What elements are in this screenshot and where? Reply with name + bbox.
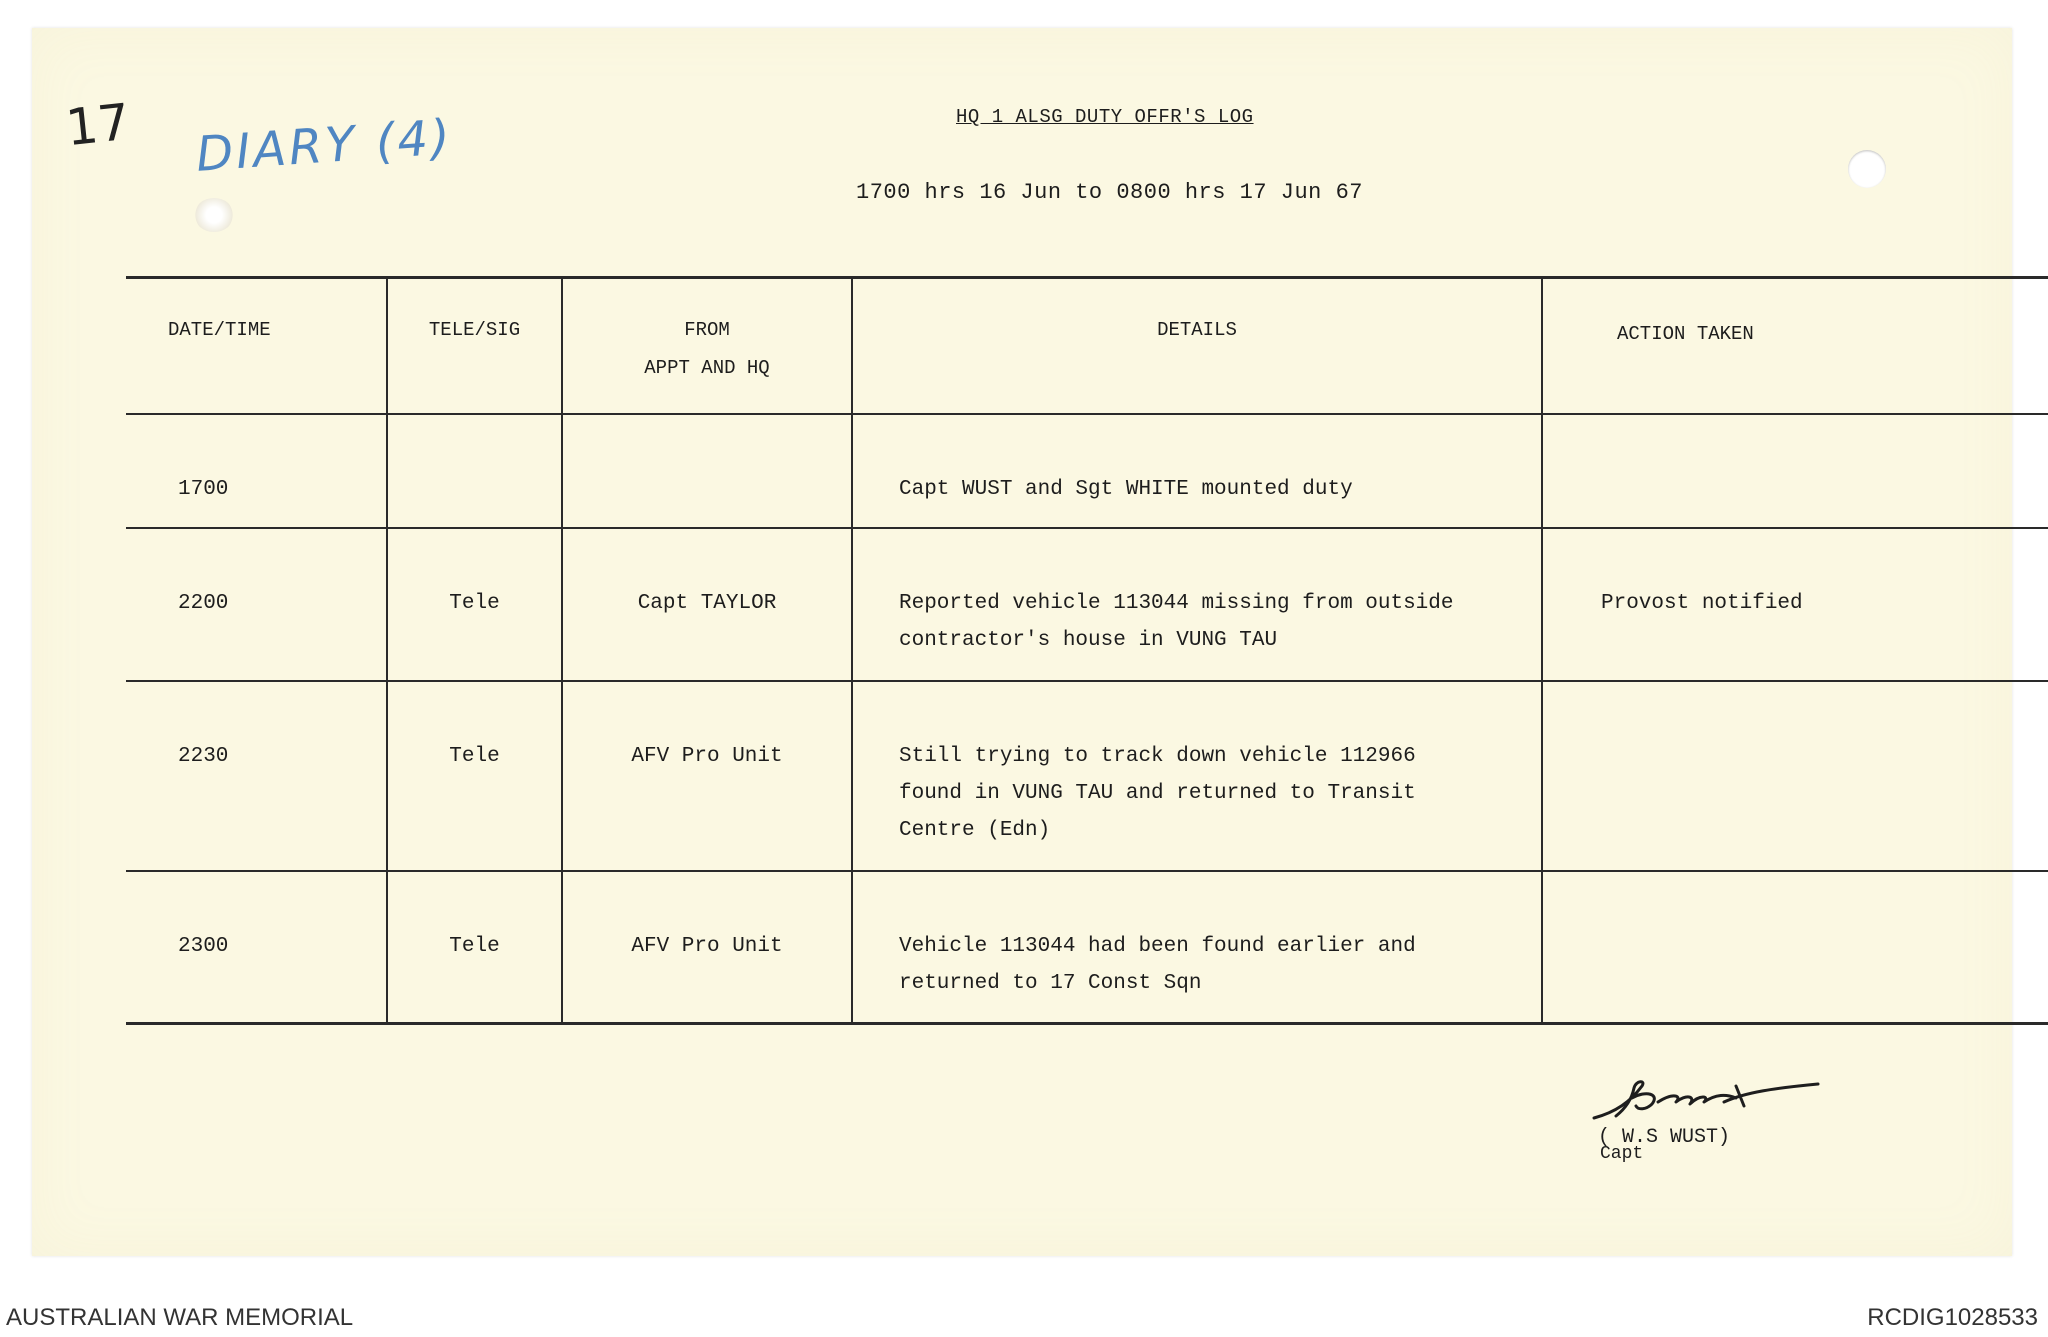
header-details: DETAILS: [852, 278, 1542, 415]
table-header-row: [126, 278, 2048, 415]
log-period: 1700 hrs 16 Jun to 0800 hrs 17 Jun 67: [856, 180, 1363, 205]
cell-date-time: 2300: [126, 871, 387, 1023]
details-line: contractor's house in VUNG TAU: [899, 628, 1278, 652]
details-line: Reported vehicle 113044 missing from outside: [899, 591, 1454, 615]
header-from: [562, 278, 852, 415]
details-line: Still trying to track down vehicle 112966: [899, 744, 1416, 768]
cell-from: Capt TAYLOR: [562, 528, 852, 681]
header-action: ACTION TAKEN: [1542, 278, 2048, 415]
signatory-rank: Capt: [1600, 1144, 1644, 1164]
log-title: HQ 1 ALSG DUTY OFFR'S LOG: [956, 106, 1254, 128]
cell-action: [1542, 681, 2048, 872]
details-line: returned to 17 Const Sqn: [899, 972, 1202, 996]
folio-number: 17: [63, 92, 133, 158]
cell-action: [1542, 414, 2048, 528]
details-line: Centre (Edn): [899, 818, 1051, 842]
cell-details: [852, 681, 1542, 872]
header-tele-sig: TELE/SIG: [387, 278, 562, 415]
details-line: found in VUNG TAU and returned to Transit: [899, 781, 1416, 805]
cell-date-time: 1700: [126, 414, 387, 528]
cell-date-time: 2200: [126, 528, 387, 681]
header-from-line1: FROM: [684, 319, 730, 341]
handwritten-diary-note: DIARY (4): [194, 109, 455, 183]
cell-action: [1542, 871, 2048, 1023]
cell-details: [852, 414, 1542, 528]
handwritten-signature: [1586, 1072, 1846, 1132]
archive-credit: AUSTRALIAN WAR MEMORIAL: [6, 1304, 354, 1331]
cell-details: [852, 871, 1542, 1023]
cell-from: [562, 414, 852, 528]
header-date-time: DATE/TIME: [126, 278, 387, 415]
details-line: Capt WUST and Sgt WHITE mounted duty: [899, 478, 1353, 502]
cell-tele-sig: Tele: [387, 681, 562, 872]
cell-tele-sig: Tele: [387, 871, 562, 1023]
cell-details: [852, 528, 1542, 681]
cell-action: Provost notified: [1542, 528, 2048, 681]
signature-block: [1586, 1072, 1846, 1172]
details-line: Vehicle 113044 had been found earlier and: [899, 935, 1416, 959]
signatory-name: ( W.S WUST): [1598, 1126, 1731, 1149]
cell-from: AFV Pro Unit: [562, 871, 852, 1023]
table-row: [126, 871, 2048, 1023]
table-row: [126, 528, 2048, 681]
cell-tele-sig: Tele: [387, 528, 562, 681]
cell-date-time: 2230: [126, 681, 387, 872]
archive-reference: RCDIG1028533: [1867, 1304, 2038, 1331]
table-row: [126, 681, 2048, 872]
cell-from: AFV Pro Unit: [562, 681, 852, 872]
staple-mark: [194, 198, 234, 232]
cell-tele-sig: [387, 414, 562, 528]
header-from-line2: APPT AND HQ: [644, 357, 770, 379]
punch-hole: [1848, 150, 1886, 188]
duty-log-table: [126, 276, 2048, 1025]
table-row: [126, 414, 2048, 528]
